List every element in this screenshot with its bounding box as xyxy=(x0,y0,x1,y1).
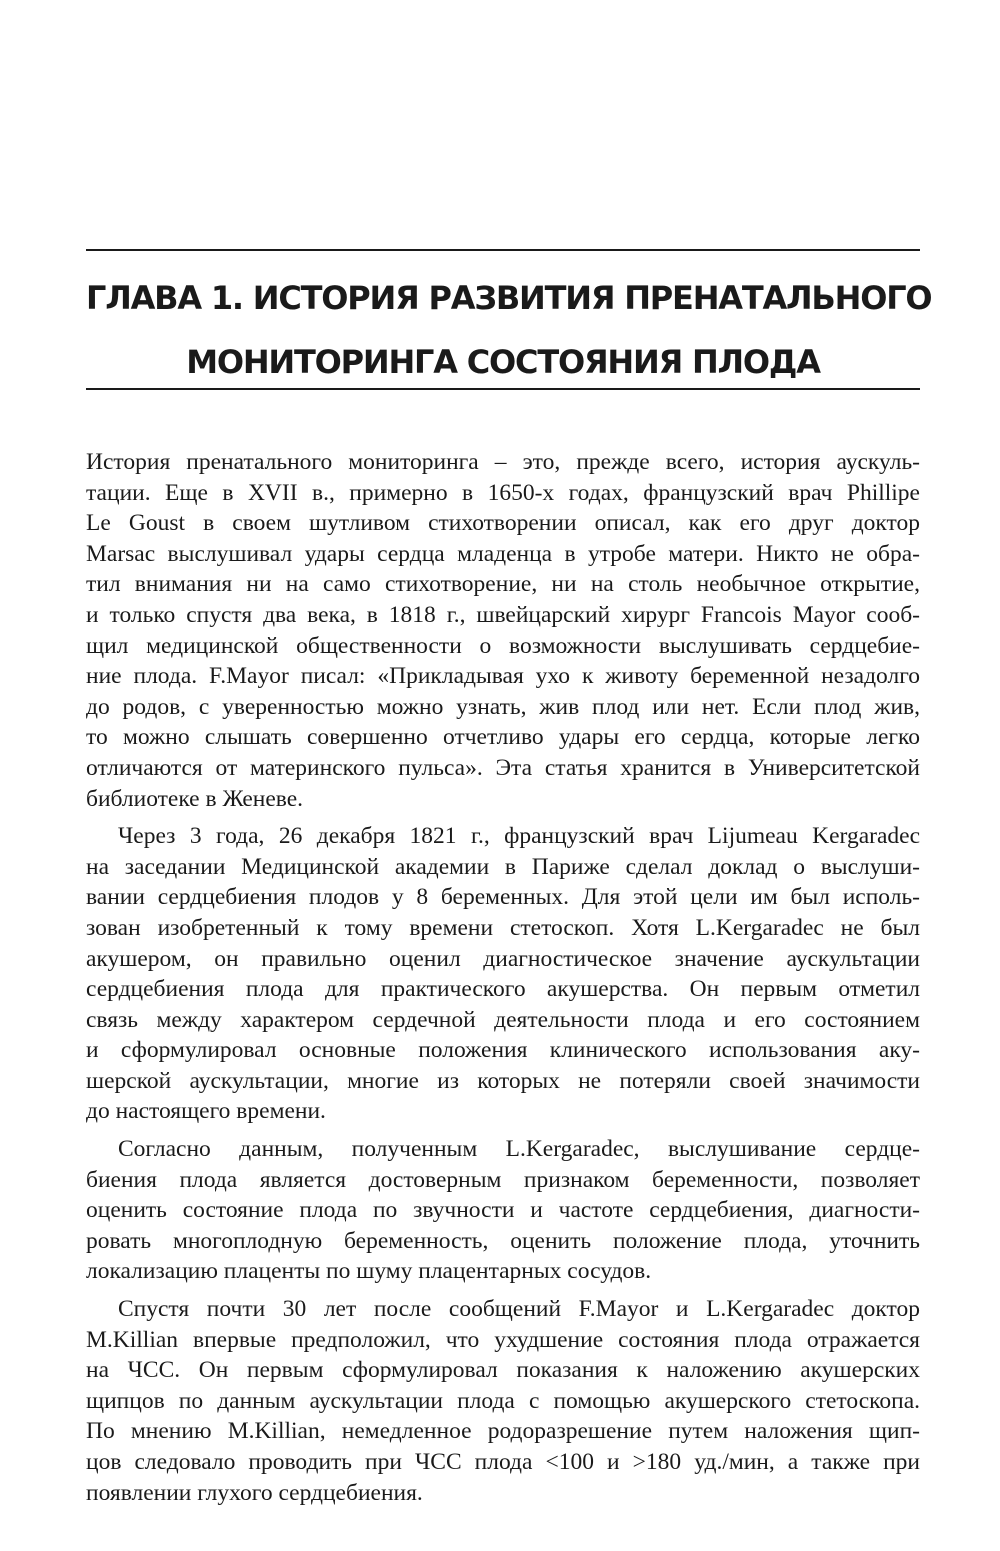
title-top-rule xyxy=(86,249,920,251)
text-line: зован изобретенный к тому времени стетоскоп. Хотя L.Kergaradec не был xyxy=(86,914,920,941)
text-line: По мнению M.Killian, немедленное родоразрешение путем наложения щип- xyxy=(86,1418,920,1445)
text-line: до родов, с уверенностью можно узнать, жив плод или нет. Если плод жив, xyxy=(86,693,920,720)
paragraph-3 xyxy=(86,1134,920,1287)
chapter-title-line-1: ГЛАВА 1. ИСТОРИЯ РАЗВИТИЯ ПРЕНАТАЛЬНОГО xyxy=(86,279,932,317)
text-line: появлении глухого сердцебиения. xyxy=(86,1479,423,1506)
chapter-title xyxy=(86,266,932,394)
text-line: Согласно данным, полученным L.Kergaradec, выслушивание сердце- xyxy=(118,1136,920,1163)
chapter-title-line-2: МОНИТОРИНГА СОСТОЯНИЯ ПЛОДА xyxy=(186,343,820,381)
text-line: Marsac выслушивал удары сердца младенца в утробе матери. Никто не обра- xyxy=(86,540,920,567)
text-line: История пренатального мониторинга – это, прежде всего, история аускуль- xyxy=(86,449,920,475)
text-line: и только спустя два века, в 1818 г., швейцарский хирург Francois Mayor сооб- xyxy=(86,601,920,628)
paragraph-1 xyxy=(86,447,920,814)
paragraph-2 xyxy=(86,821,920,1127)
text-line: шерской аускультации, многие из которых не потеряли своей значимости xyxy=(86,1067,920,1094)
title-bottom-rule xyxy=(86,388,920,390)
text-line: отличаются от материнского пульса». Эта статья хранится в Университетской xyxy=(86,754,920,781)
text-line: тации. Еще в XVII в., примерно в 1650-х годах, французский врач Phillipe xyxy=(86,479,920,506)
text-line: вании сердцебиения плодов у 8 беременных. Для этой цели им был исполь- xyxy=(86,884,920,911)
chapter-body xyxy=(86,447,920,1515)
text-line: оценить состояние плода по звучности и частоте сердцебиения, диагности- xyxy=(86,1197,920,1224)
text-line: связь между характером сердечной деятельности плода и его состоянием xyxy=(86,1006,920,1033)
paragraph-4 xyxy=(86,1294,920,1508)
text-line: акушером, он правильно оценил диагностическое значение аускультации xyxy=(86,945,920,972)
text-line: M.Killian впервые предположил, что ухудшение состояния плода отражается xyxy=(86,1326,920,1353)
text-line: сердцебиения плода для практического акушерства. Он первым отметил xyxy=(86,976,920,1003)
text-line: до настоящего времени. xyxy=(86,1098,326,1125)
text-line: то можно слышать совершенно отчетливо удары его сердца, которые легко xyxy=(86,724,920,751)
text-line: биения плода является достоверным признаком беременности, позволяет xyxy=(86,1166,920,1193)
text-line: ние плода. F.Mayor писал: «Прикладывая ухо к животу беременной незадолго xyxy=(86,663,920,690)
text-line: на ЧСС. Он первым сформулировал показания к наложению акушерских xyxy=(86,1357,920,1384)
text-line: щипцов по данным аускультации плода с помощью акушерского стетоскопа. xyxy=(86,1387,920,1414)
text-line: Через 3 года, 26 декабря 1821 г., французский врач Lijumeau Kergaradec xyxy=(118,823,920,850)
text-line: и сформулировал основные положения клинического использования аку- xyxy=(86,1037,920,1064)
text-line: Le Goust в своем шутливом стихотворении описал, как его друг доктор xyxy=(86,510,920,537)
text-line: ровать многоплодную беременность, оценить положение плода, уточнить xyxy=(86,1227,920,1254)
text-line: на заседании Медицинской академии в Париже сделал доклад о выслуши- xyxy=(86,853,920,880)
text-line: цов следовало проводить при ЧСС плода <100 и >180 уд./мин, а также при xyxy=(86,1449,920,1475)
text-line: тил внимания ни на само стихотворение, ни на столь необычное открытие, xyxy=(86,571,920,598)
text-line: локализацию плаценты по шуму плацентарных сосудов. xyxy=(86,1258,652,1285)
text-line: библиотеке в Женеве. xyxy=(86,785,304,812)
text-line: Спустя почти 30 лет после сообщений F.Mayor и L.Kergaradec доктор xyxy=(118,1296,920,1323)
text-line: щил медицинской общественности о возможности выслушивать сердцебие- xyxy=(86,632,920,659)
